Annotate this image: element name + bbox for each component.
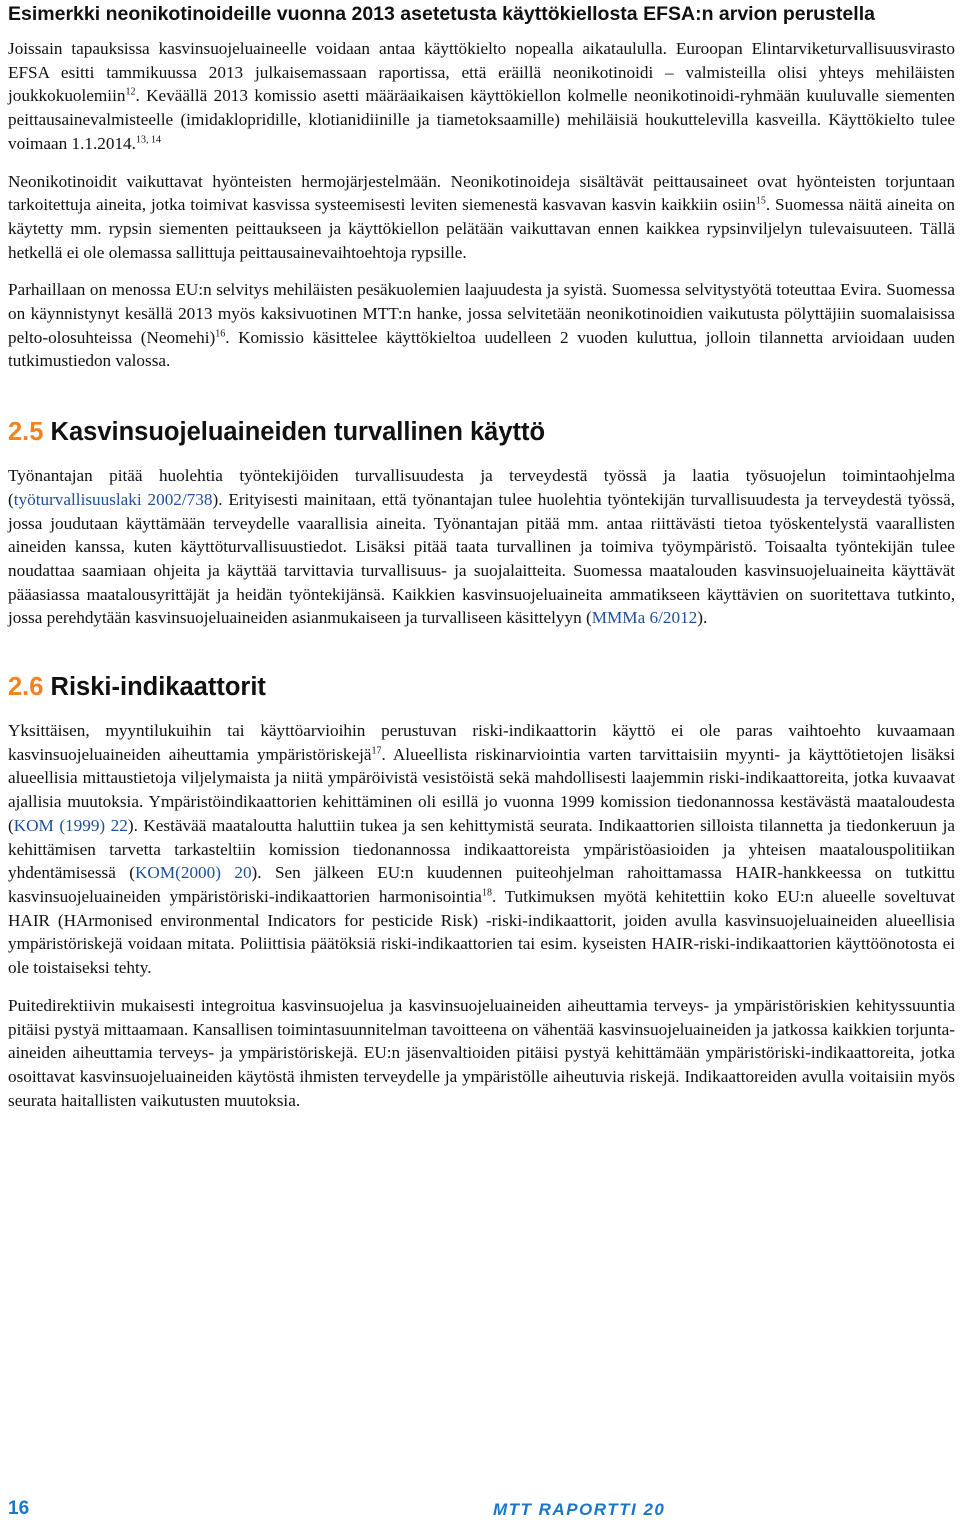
s25-text-b: ). Erityisesti mainitaan, että työnantajan tulee huolehtia työntekijän turvallisuudesta ja terveydestä työssä, jossa joudutaan käyttämään terveydelle vaarallisia aineita. Työnantajan pitää mm. antaa riittävästi tietoa työskentelystä vaarallisten aineiden kanssa, kuten käyttöturvallisuustiedot. Lisäksi pitää taata turvallinen ja toimiva työympäristö. Toisaalta työntekijän tulee noudattaa saamiaan ohjeita ja käyttää tarvittavia turvallisuus- ja suojalaitteita. Suomessa maatalouden kasvinsuojeluaineita käyttävät pääasiassa maatalousyrittäjät ja heidän työntekijänsä. Kaikkien kasvinsuojeluaineita ammatikseen käyttävien on suoritettava tutkinto, jossa perehdytään kasvinsuojeluaineiden asianmukaiseen ja turvalliseen käsittelyyn ( — [8, 489, 956, 628]
box-p1-text-b: . Keväällä 2013 komissio asetti määräaikaisen käyttökiellon kolmelle neonikotinoidi-ryhmään kuuluvalle siementen peittausainevalmisteelle (imidaklopridille, klotianidiinille ja tiametoksaamille) mehiläisiä houkuttelevilla kasveilla. Käyttökielto tulee voimaan 1.1.2014. — [8, 86, 955, 153]
footnote-ref-12: 12 — [125, 86, 136, 98]
box-p1-text-a: Joissain tapauksissa kasvinsuojeluaineelle voidaan antaa käyttökielto nopealla aikataululla. Euroopan Elintarviketurvallisuusvirasto EFSA esitti tammikuussa 2013 julkaisemassaan raportissa, että eräillä neonikotinoidi – valmisteilla olisi yhteys mehiläisten joukkokuolemiin — [8, 39, 955, 106]
section-2-6-paragraph-2: Puitedirektiivin mukaisesti integroitua kasvinsuojelua ja kasvinsuojeluaineiden aiheuttamia terveys- ja ympäristöriskien kehityssuuntia pitäisi pystyä mittaamaan. Kansallisen toimintasuunnitelman tavoitteena on vähentää kasvinsuojeluaineiden ja jatkossa kaikkien torjunta-aineiden aiheuttamia terveys- ja ympäristöriskejä. EU:n jäsenvaltioiden pitäisi pystyä kehittämään ympäristöriski-indikaattoreita, jotka osoittavat kasvinsuojeluaineiden käytöstä ihmisten terveydelle ja ympäristölle aiheutuvia riskejä. Indikaattoreiden avulla voitaisiin myös seurata haitallisten vaikutusten muutoksia. — [8, 995, 955, 1110]
footnote-ref-15: 15 — [755, 195, 766, 207]
box-p3-text-b: . Komissio käsittelee käyttökieltoa uudelleen 2 vuoden kuluttua, jolloin tilannetta arvioidaan uuden tutkimustiedon valossa. — [8, 327, 955, 371]
box-p2-text-a: Neonikotinoidit vaikuttavat hyönteisten hermojärjestelmään. Neonikotinoideja sisältävät peittausaineet ovat hyönteisten torjuntaan tarkoitettuja aineita, jotka toimivat kasvissa systeemisesti leviten siemenestä kasvavan kasvin kaikkiin osiin — [8, 171, 955, 215]
section-2-6-paragraph-1 — [8, 719, 955, 980]
section-number: 2.6 — [8, 673, 44, 702]
s25-text-c: ). — [697, 608, 708, 628]
link-kom-1999-22[interactable]: KOM (1999) 22 — [13, 815, 128, 835]
section-number: 2.5 — [8, 418, 44, 447]
footnote-ref-17: 17 — [371, 745, 382, 757]
s26-text-b: . Alueellista riskinarviointia varten tarvittaisiin myynti- ja käyttötietojen lisäksi alueellisia mittaustietoja viljelymaista ja niitä ympäröivistä vesistöistä sekä mahdollisesti laajemmin riski-indikaattoreita, jotka kuvaavat ajallisia muutoksia. Ympäristöindikaattorien kehittäminen oli esillä jo vuonna 1999 komission tiedonannossa kestävästä maataloudesta ( — [8, 744, 955, 835]
section-2-5-paragraph-1 — [8, 464, 955, 630]
footnote-ref-18: 18 — [481, 887, 492, 899]
link-kom-2000-20[interactable]: KOM(2000) 20 — [135, 863, 252, 883]
footnote-ref-13-14: 13, 14 — [135, 134, 161, 146]
link-tyoturvallisuuslaki[interactable]: työturvallisuuslaki 2002/738 — [13, 489, 213, 509]
section-title: Riski-indikaattorit — [43, 673, 266, 702]
report-brand: MTT RAPORTTI 20 — [493, 1500, 666, 1519]
section-heading-2-6 — [8, 672, 955, 702]
box-p3-text-a: Parhaillaan on menossa EU:n selvitys mehiläisten pesäkuolemien laajuudesta ja syistä. Suomessa selvitystyötä toteuttaa Evira. Suomessa on käynnistynyt kesällä 2013 myös kaksivuotinen MTT:n hanke, jossa selvitetään neonikotinoidien vaikutusta pölyttäjiin suomalaisissa pelto-olosuhteissa (Neomehi) — [8, 280, 955, 347]
box-paragraph-1 — [8, 37, 955, 156]
link-mmma-6-2012[interactable]: MMMa 6/2012 — [591, 608, 698, 628]
box-paragraph-3 — [8, 278, 955, 373]
section-heading-2-5 — [8, 417, 955, 447]
s26-text-c: ). Kestävää maataloutta haluttiin tukea ja sen kehittymistä seurata. Indikaattorien silloista tilannetta ja tiedonkeruun ja kehittämisen tarvetta tarkasteltiin komission tiedonannossa indikaattoreista ympäristöasioiden ja yhteisen maatalouspolitiikan yhdentämisessä ( — [8, 815, 955, 883]
s26-text-d: ). Sen jälkeen EU:n kuudennen puiteohjelman rahoittamassa HAIR-hankkeessa on tutkittu kasvinsuojeluaineiden ympäristöriski-indikaattorien harmonisointia — [8, 863, 955, 906]
s26-text-a: Yksittäisen, myyntilukuihin tai käyttöarvioihin perustuvan riski-indikaattorin käyttö ei ole paras vaihtoehto kuvaamaan kasvinsuojeluaineiden aiheuttamia ympäristöriskejä — [8, 721, 955, 764]
s25-text-a: Työnantajan pitää huolehtia työntekijöiden turvallisuudesta ja terveydestä työssä ja laatia työsuojelun toimintaohjelma ( — [8, 466, 955, 509]
box-title: Esimerkki neonikotinoideille vuonna 2013 asetetusta käyttökiellosta EFSA:n arvion perustella — [8, 3, 875, 25]
box-paragraph-2 — [8, 170, 955, 265]
footnote-ref-16: 16 — [215, 328, 226, 339]
section-title: Kasvinsuojeluaineiden turvallinen käyttö — [43, 418, 546, 447]
s26-text-e: . Tutkimuksen myötä kehitettiin koko EU:n alueelle soveltuvat HAIR (HArmonised environmental Indicators for pesticide Risk) -riski-indikaattorit, joiden avulla kasvinsuojeluaineiden alueellisia ympäristöriskejä voidaan mitata. Poliittisia päätöksiä riski-indikaattorien tai esim. kyseisten HAIR-riski-indikaattorien käyttöönotosta ei ole toistaiseksi tehty. — [8, 886, 955, 978]
page-number: 16 — [8, 1498, 30, 1519]
box-p2-text-b: . Suomessa näitä aineita on käytetty mm. rypsin siementen peittaukseen ja käyttökiellon pelätään vaikuttavan ennen kaikkea rypsinviljelyn tulevaisuuteen. Tällä hetkellä ei ole olemassa sallittuja peittausainevaihtoehtoja rypsille. — [8, 195, 955, 262]
